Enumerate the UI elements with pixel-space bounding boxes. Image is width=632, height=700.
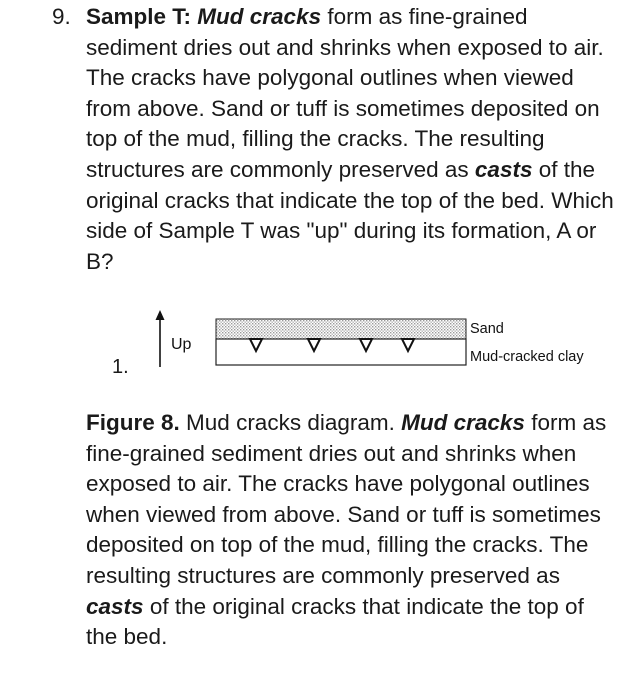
- up-label: Up: [171, 336, 192, 353]
- caption-term-casts: casts: [86, 593, 144, 619]
- figure-row: [0, 305, 632, 385]
- caption-text-part1: form as fine-grained sediment dries out and shrinks when exposed to air. The cracks have polygonal outlines when viewed from above. Sand or tuff is sometimes deposited on top of the mud, filling the cracks. The resulting structures are commonly preserved as: [86, 410, 607, 588]
- sand-label: Sand: [470, 321, 504, 337]
- question-text-part2: of the original cracks that indicate the top of the bed. Which side of Sample T was "up" during its formation, A or B?: [86, 156, 614, 274]
- diagram-svg: [150, 305, 620, 385]
- clay-label: Mud-cracked clay: [470, 349, 584, 365]
- figure-label: Figure 8.: [86, 410, 180, 435]
- caption-title: Mud cracks diagram.: [186, 410, 395, 435]
- question-text: [86, 2, 616, 277]
- mud-cracks-diagram: [150, 305, 620, 385]
- caption-term-mud-cracks: Mud cracks: [401, 410, 525, 435]
- caption-text-part2: of the original cracks that indicate the top of the bed.: [86, 593, 584, 650]
- figure-caption: [86, 408, 616, 653]
- question-number: 9.: [52, 4, 71, 29]
- question-text-part1: form as fine-grained sediment dries out and shrinks when exposed to air. The cracks have polygonal outlines when viewed from above. Sand or tuff is sometimes deposited on top of the mud, filling the cracks. The resulting structures are commonly preserved as: [86, 4, 604, 182]
- term-mud-cracks: Mud cracks: [197, 4, 322, 29]
- up-arrow-icon: [156, 310, 165, 367]
- sample-label: Sample T:: [86, 4, 192, 29]
- sand-layer: [216, 319, 466, 339]
- term-casts: casts: [474, 156, 533, 182]
- list-number: 1.: [112, 356, 129, 378]
